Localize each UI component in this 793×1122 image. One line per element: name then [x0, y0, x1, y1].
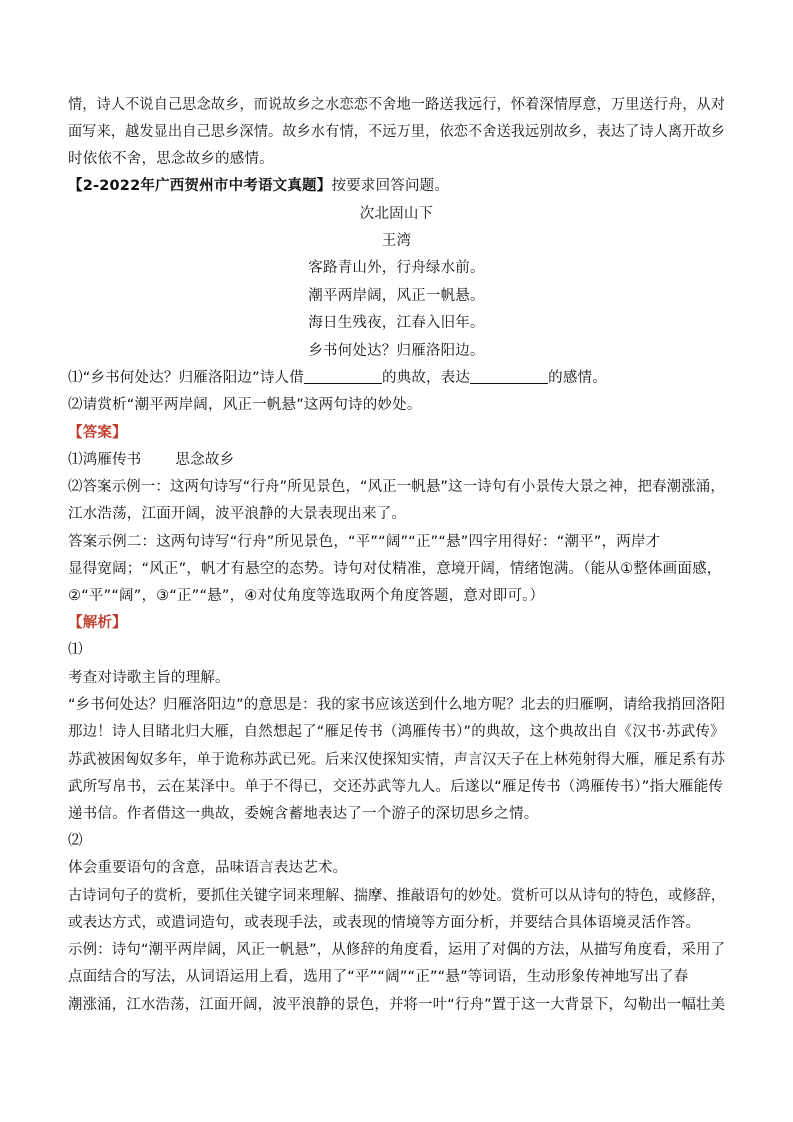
poem-line: 乡书何处达？归雁洛阳边。 [308, 343, 485, 359]
analysis-line: 点面结合的写法，从词语运用上看，选用了“平”“阔”“正”“悬”等词语，生动形象传神地写出了春 [68, 969, 689, 985]
answer-1: ⑴鸿雁传书 思念故乡 [68, 452, 235, 468]
answer-line: 显得宽阔；“风正”，帆才有悬空的态势。诗句对仗精准，意境开阔，情绪饱满。（能从①整体画面感， [68, 561, 722, 577]
answer-heading: 【答案】 [68, 425, 127, 441]
analysis-heading: 【解析】 [68, 615, 127, 631]
paragraph-line: 情，诗人不说自己思念故乡，而说故乡之水恋恋不舍地一路送我远行，怀着深情厚意，万里送行舟，从对 [68, 97, 726, 113]
analysis-line: ⑴ [68, 642, 83, 658]
analysis-line: “乡书何处达？归雁洛阳边”的意思是：我的家书应该送到什么地方呢？北去的归雁啊，请给我捎回洛阳 [68, 697, 726, 713]
analysis-line: 武所写帛书，云在某泽中。单于不得已，交还苏武等九人。后遂以“雁足传书（鸿雁传书）”指大雁能传 [68, 779, 723, 795]
answer-line: ②“平”“阔”，③“正”“悬”，④对仗角度等选取两个角度答题，意对即可。） [68, 588, 545, 604]
analysis-line: 示例：诗句“潮平两岸阔，风正一帆悬”，从修辞的角度看，运用了对偶的方法，从描写角度看，采用了 [68, 942, 726, 958]
question-header [68, 176, 449, 196]
analysis-line: 古诗词句子的赏析，要抓住关键字词来理解、揣摩、推敲语句的妙处。赏析可以从诗句的特色，或修辞， [68, 888, 726, 904]
analysis-line: 那边！诗人目睹北归大雁，自然想起了“雁足传书（鸿雁传书）”的典故，这个典故出自《汉书·苏武传》 [68, 724, 725, 740]
poem-author: 王湾 [381, 233, 412, 249]
question-prompt: 按要求回答问题。 [331, 178, 450, 194]
poem-line: 潮平两岸阔，风正一帆悬。 [308, 288, 485, 304]
analysis-line: 潮涨涌，江水浩荡，江面开阔，波平浪静的景色，并将一叶“行舟”置于这一大背景下，勾勒出一幅壮美 [68, 997, 726, 1013]
analysis-line: 体会重要语句的含意，品味语言表达艺术。 [68, 860, 348, 876]
poem-line: 客路青山外，行舟绿水前。 [308, 260, 485, 276]
analysis-line: 考查对诗歌主旨的理解。 [68, 670, 230, 686]
sub-question-2: ⑵请赏析“潮平两岸阔，风正一帆悬”这两句诗的妙处。 [68, 397, 422, 413]
question-source: 【2-2022年广西贺州市中考语文真题】 [68, 178, 332, 194]
answer-blank[interactable] [304, 369, 382, 384]
paragraph-line: 面写来，越发显出自己思乡深情。故乡水有情，不远万里，依恋不舍送我远别故乡，表达了诗人离开故乡 [68, 124, 726, 140]
poem-line: 海日生残夜，江春入旧年。 [308, 315, 485, 331]
answer-line: ⑵答案示例一：这两句诗写“行舟”所见景色，“风正一帆悬”这一诗句有小景传大景之神，把春潮涨涌， [68, 479, 725, 495]
sub-question-1: ⑴“乡书何处达？归雁洛阳边”诗人借 的典故，表达 的感情。 [68, 370, 607, 386]
answer-blank[interactable] [470, 369, 548, 384]
paragraph-line: 时依依不舍，思念故乡的感情。 [68, 151, 274, 167]
answer-line: 答案示例二：这两句诗写“行舟”所见景色，“平”“阔”“正”“悬”四字用得好：“潮平”，两岸才 [68, 534, 661, 550]
analysis-line: ⑵ [68, 833, 83, 849]
analysis-line: 递书信。作者借这一典故，委婉含蓄地表达了一个游子的深切思乡之情。 [68, 806, 539, 822]
analysis-line: 苏武被困匈奴多年，单于诡称苏武已死。后来汉使探知实情，声言汉天子在上林苑射得大雁，雁足系有苏 [68, 752, 726, 768]
answer-line: 江水浩荡，江面开阔，波平浪静的大景表现出来了。 [68, 506, 407, 522]
poem-title: 次北固山下 [359, 206, 434, 222]
analysis-line: 或表达方式，或遣词造句，或表现手法，或表现的情境等方面分析，并要结合具体语境灵活作答。 [68, 915, 701, 931]
